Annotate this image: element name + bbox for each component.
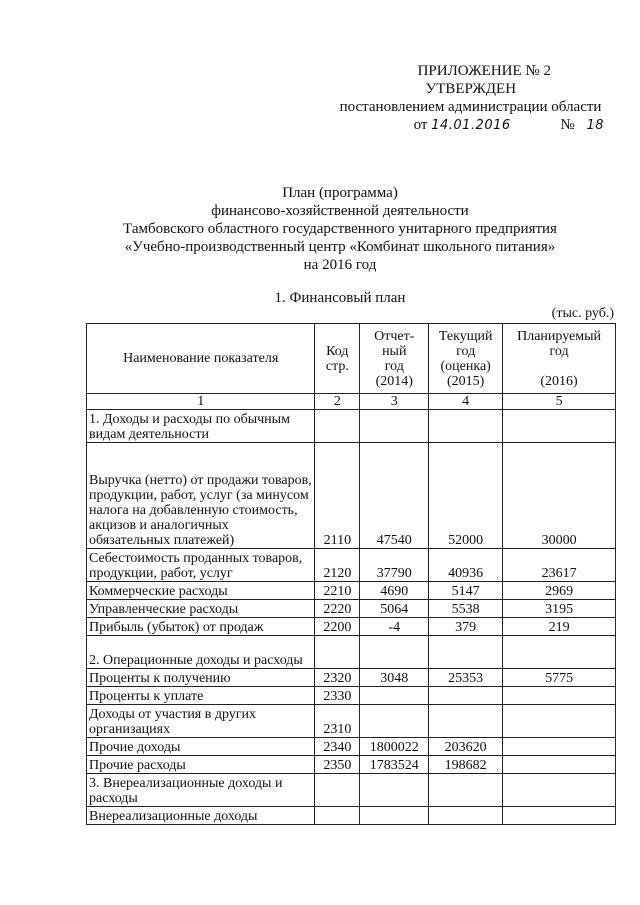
row-name: Прочие доходы [87,738,315,756]
row-value-2015 [429,687,503,705]
number-label: № [560,117,575,133]
appendix-label: ПРИЛОЖЕНИЕ № 2 [417,63,551,79]
row-value-2015: 52000 [429,443,503,549]
title-line-4: «Учебно-производственный центр «Комбинат школьного питания» [124,239,556,255]
row-code: 2220 [315,600,360,618]
row-name: Проценты к получению [87,669,315,687]
row-name: Себестоимость проданных товаров, продукции, работ, услуг [87,549,315,582]
row-name: Коммерческие расходы [87,582,315,600]
row-name: Внереализационные доходы [87,807,315,825]
row-value-2014: 47540 [360,443,429,549]
header-name: Наименование показателя [87,324,315,394]
row-code [315,774,360,807]
row-value-2016: 3195 [503,600,616,618]
row-value-2016 [503,705,616,738]
row-name: 1. Доходы и расходы по обычным видам деятельности [87,410,315,443]
row-name: Управленческие расходы [87,600,315,618]
approved-label: УТВЕРЖДЕН [425,81,517,97]
row-value-2015: 5538 [429,600,503,618]
section-title: 1. Финансовый план [274,290,406,306]
row-value-2014: 37790 [360,549,429,582]
handwritten-number: 18 [586,118,604,133]
table-row [87,738,616,756]
row-code: 2330 [315,687,360,705]
table-row [87,705,616,738]
row-value-2014: 5064 [360,600,429,618]
row-name: Проценты к уплате [87,687,315,705]
handwritten-date: 14.01.2016 [431,118,511,133]
row-value-2016 [503,807,616,825]
row-value-2016: 5775 [503,669,616,687]
table-row [87,410,616,443]
row-value-2014 [360,705,429,738]
table-row [87,774,616,807]
header-code: Код стр. [315,324,360,394]
row-value-2015 [429,410,503,443]
table-row [87,443,616,549]
row-name: 2. Операционные доходы и расходы [87,636,315,669]
row-name: 3. Внереализационные доходы и расходы [87,774,315,807]
row-code: 2120 [315,549,360,582]
units-label: (тыс. руб.) [551,306,614,321]
row-name: Прибыль (убыток) от продаж [87,618,315,636]
column-number-row [87,394,616,410]
row-value-2015: 203620 [429,738,503,756]
approval-date-line [340,116,604,135]
document-title [60,184,620,274]
row-value-2016 [503,636,616,669]
row-value-2016: 30000 [503,443,616,549]
row-value-2015: 5147 [429,582,503,600]
row-value-2015 [429,705,503,738]
table-row [87,618,616,636]
header-current-year: Текущий год (оценка) (2015) [429,324,503,394]
row-code [315,410,360,443]
row-name: Выручка (нетто) от продажи товаров, продукции, работ, услуг (за минусом налога на добавленную стоимость, акцизов и аналогичных обязательных платежей) [87,443,315,549]
table-row [87,600,616,618]
row-code: 2340 [315,738,360,756]
row-value-2015: 40936 [429,549,503,582]
row-name: Прочие расходы [87,756,315,774]
row-value-2016: 219 [503,618,616,636]
row-value-2014 [360,774,429,807]
date-label: от [413,117,428,133]
table-row [87,756,616,774]
header-planned-year: Планируемый год (2016) [503,324,616,394]
row-value-2014 [360,410,429,443]
row-value-2015 [429,774,503,807]
row-value-2015: 25353 [429,669,503,687]
financial-plan-table [86,323,616,825]
row-value-2014: 1800022 [360,738,429,756]
column-number: 2 [315,394,360,410]
title-line-3: Тамбовского областного государственного унитарного предприятия [123,221,557,237]
row-value-2016 [503,687,616,705]
column-number: 1 [87,394,315,410]
table-row [87,582,616,600]
approved-by-label: постановлением администрации области [339,99,602,115]
table-header-row [87,324,616,394]
row-value-2014: 4690 [360,582,429,600]
row-code [315,636,360,669]
row-code: 2200 [315,618,360,636]
row-value-2016 [503,738,616,756]
approval-block [340,62,604,135]
table-row [87,549,616,582]
table-row [87,687,616,705]
row-name: Доходы от участия в других организациях [87,705,315,738]
table-row [87,636,616,669]
row-value-2016 [503,410,616,443]
row-value-2014 [360,687,429,705]
column-number: 3 [360,394,429,410]
row-code: 2350 [315,756,360,774]
row-value-2014 [360,636,429,669]
row-value-2015: 379 [429,618,503,636]
row-value-2016: 2969 [503,582,616,600]
title-line-5: на 2016 год [303,257,377,273]
row-value-2016 [503,756,616,774]
row-code: 2320 [315,669,360,687]
row-value-2016: 23617 [503,549,616,582]
column-number: 5 [503,394,616,410]
table-row [87,807,616,825]
row-value-2014: 1783524 [360,756,429,774]
row-value-2014: 3048 [360,669,429,687]
row-value-2014 [360,807,429,825]
column-number: 4 [429,394,503,410]
title-line-2: финансово-хозяйственной деятельности [211,203,469,219]
row-value-2015 [429,807,503,825]
row-value-2015: 198682 [429,756,503,774]
row-value-2015 [429,636,503,669]
row-code: 2210 [315,582,360,600]
row-value-2014: -4 [360,618,429,636]
row-value-2016 [503,774,616,807]
row-code: 2110 [315,443,360,549]
title-line-1: План (программа) [282,185,398,201]
row-code [315,807,360,825]
header-reported-year: Отчет- ный год (2014) [360,324,429,394]
row-code: 2310 [315,705,360,738]
table-row [87,669,616,687]
